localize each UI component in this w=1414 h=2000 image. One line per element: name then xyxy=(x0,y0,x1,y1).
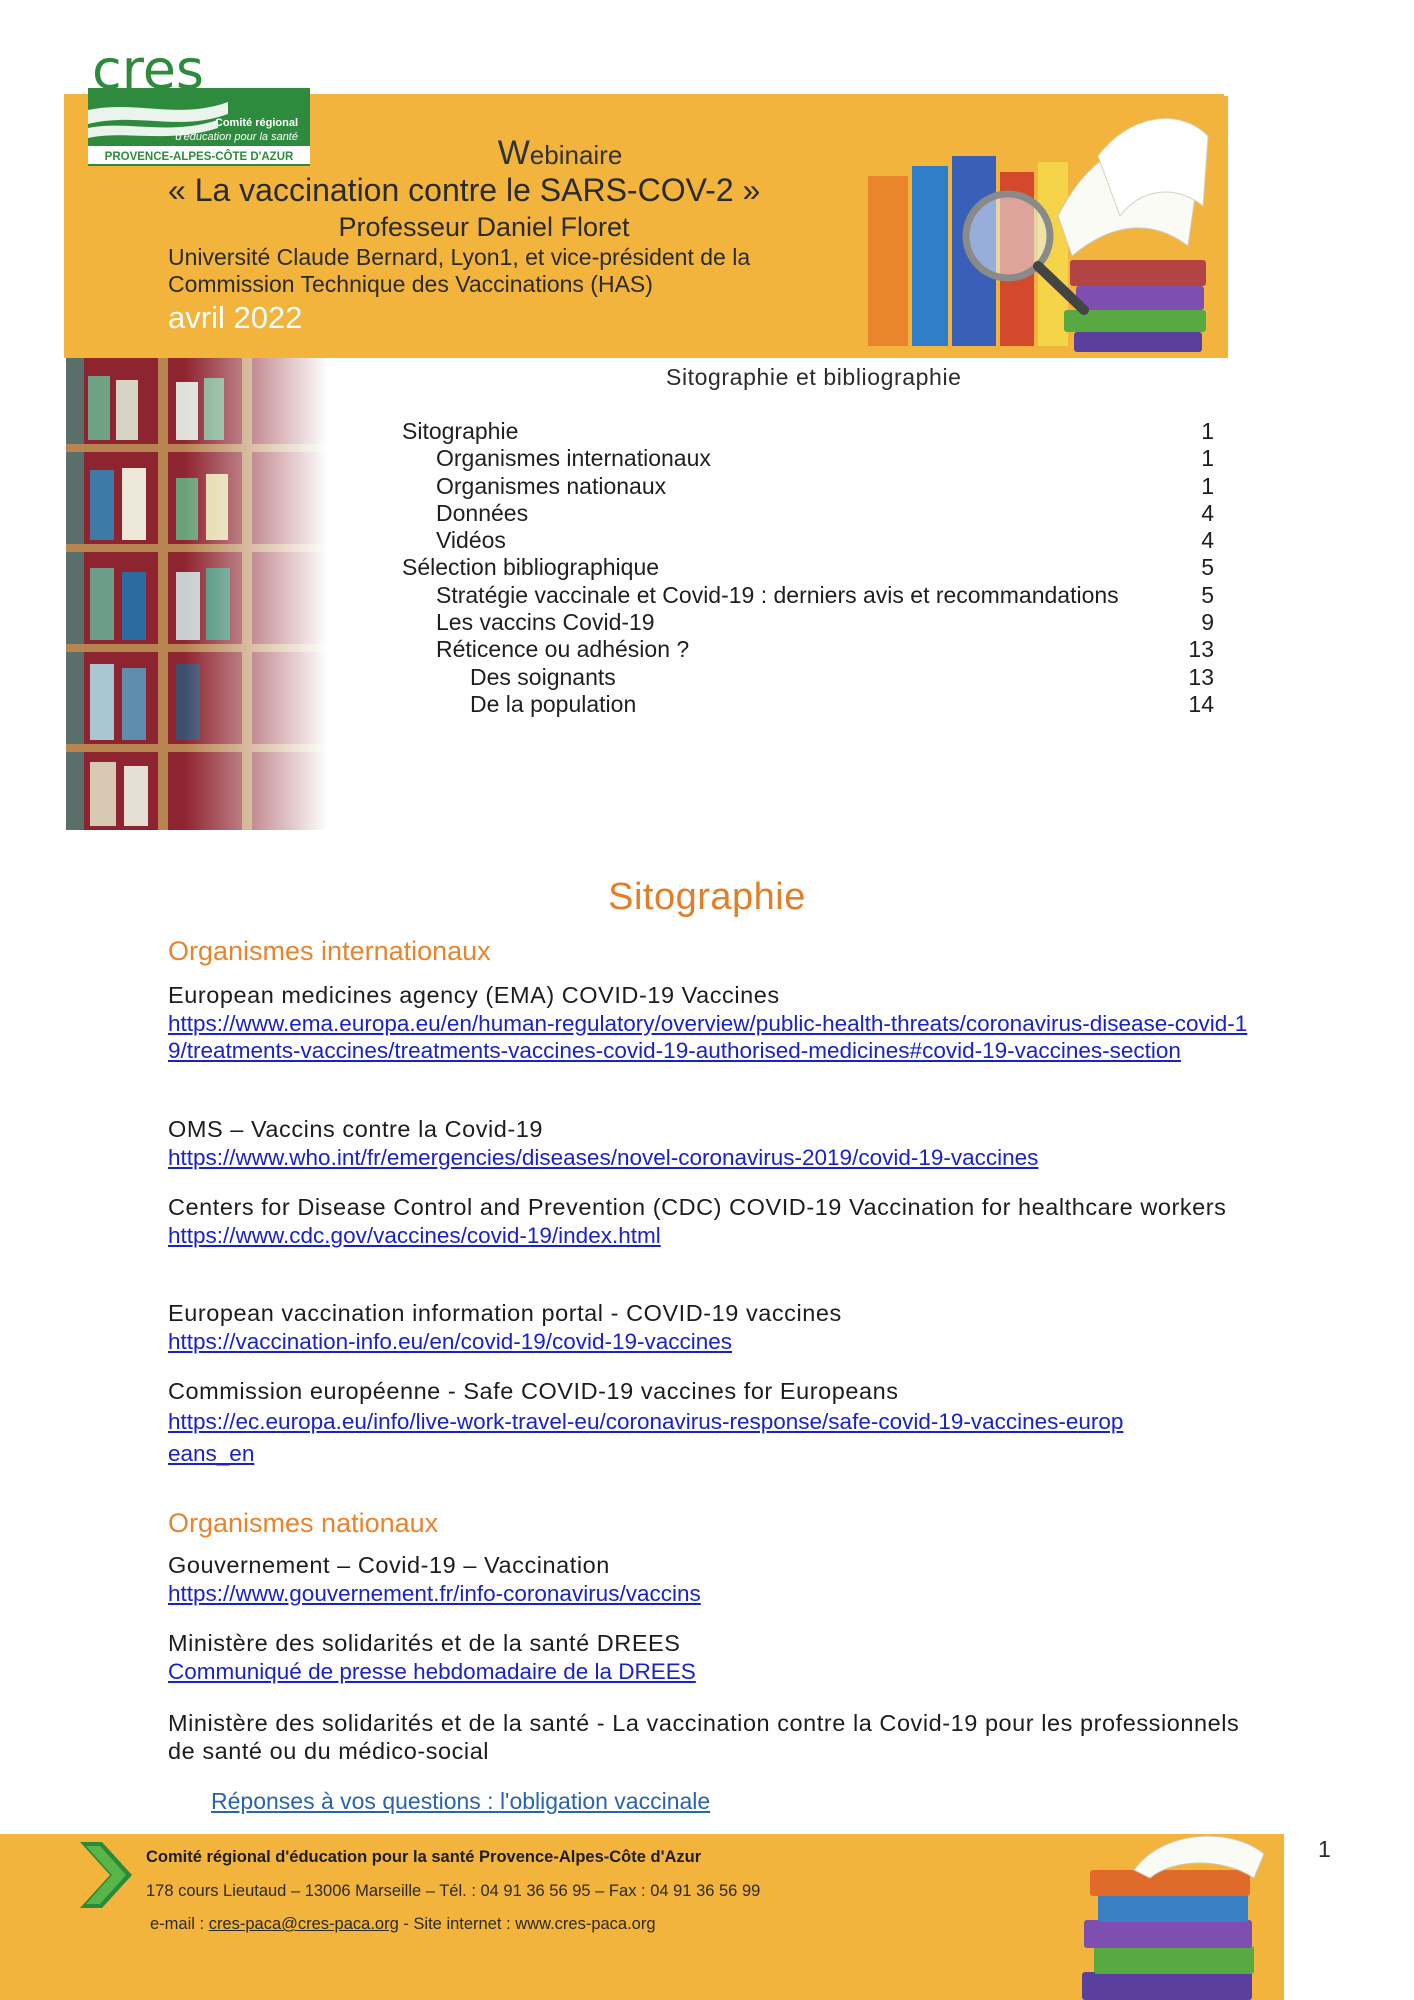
entry-title: OMS – Vaccins contre la Covid-19 xyxy=(168,1116,544,1142)
list-item xyxy=(168,1300,1248,1355)
books-magnifier-illustration xyxy=(858,96,1228,358)
list-item xyxy=(168,1710,1248,1765)
chevron-right-icon xyxy=(80,1842,132,1908)
entry-link[interactable]: https://ec.europa.eu/info/live-work-travel-eu/coronavirus-response/safe-covid-19-vaccines-europeans_en xyxy=(168,1408,1124,1466)
toc-item-strategie-vaccinale[interactable]: Stratégie vaccinale et Covid-19 : derniers avis et recommandations 5 xyxy=(436,581,1214,608)
footer-contact: e-mail : cres-paca@cres-paca.org - Site internet : www.cres-paca.org xyxy=(150,1915,656,1933)
entry-link[interactable]: https://www.cdc.gov/vaccines/covid-19/index.html xyxy=(168,1222,661,1248)
entry-title: Commission européenne - Safe COVID-19 vaccines for Europeans xyxy=(168,1378,899,1404)
event-kind: Webinaire xyxy=(497,134,623,172)
list-item xyxy=(168,1552,1248,1607)
logo-line1: Comité régional xyxy=(214,117,298,129)
entry-title: European vaccination information portal - COVID-19 vaccines xyxy=(168,1300,842,1326)
footer-organization: Comité régional d'éducation pour la santé Provence-Alpes-Côte d'Azur xyxy=(146,1848,702,1866)
entry-link[interactable]: https://www.gouvernement.fr/info-coronavirus/vaccins xyxy=(168,1580,701,1606)
list-item xyxy=(168,1630,1248,1685)
list-item xyxy=(168,1116,1248,1171)
entry-title: Ministère des solidarités et de la santé - La vaccination contre la Covid-19 pour les professionnels de santé ou du médico-social xyxy=(168,1710,1240,1764)
book-stack-illustration xyxy=(1064,1834,1284,2000)
footer-address: 178 cours Lieutaud – 13006 Marseille – Tél. : 04 91 36 56 95 – Fax : 04 91 36 56 99 xyxy=(146,1882,761,1900)
toc-item-les-vaccins[interactable]: Les vaccins Covid-19 9 xyxy=(436,609,1214,636)
toc-item-organismes-nationaux[interactable]: Organismes nationaux 1 xyxy=(436,472,1214,499)
bookshelf-photo xyxy=(66,358,328,830)
toc-item-des-soignants[interactable]: Des soignants 13 xyxy=(470,663,1214,690)
entry-link[interactable]: Communiqué de presse hebdomadaire de la DREES xyxy=(168,1658,696,1684)
logo-line2: d'éducation pour la santé xyxy=(175,131,298,143)
subsection-international: Organismes internationaux xyxy=(168,936,491,966)
entry-title: Gouvernement – Covid-19 – Vaccination xyxy=(168,1552,610,1578)
logo-line3: PROVENCE-ALPES-CÔTE D'AZUR xyxy=(104,151,294,163)
cres-logo xyxy=(88,40,310,166)
toc-heading: Sitographie et bibliographie xyxy=(666,364,962,390)
webinar-title: « La vaccination contre le SARS-COV-2 » xyxy=(168,172,761,208)
list-item xyxy=(168,982,1248,1065)
toc-item-sitographie[interactable]: Sitographie 1 xyxy=(402,418,1214,444)
speaker-affiliation: Université Claude Bernard, Lyon1, et vice-président de la Commission Technique des Vaccinations (HAS) xyxy=(168,244,751,297)
toc-item-organismes-internationaux[interactable]: Organismes internationaux 1 xyxy=(436,445,1214,472)
toc-item-selection-bibliographique[interactable]: Sélection bibliographique 5 xyxy=(402,554,1214,581)
entry-link[interactable]: https://www.who.int/fr/emergencies/diseases/novel-coronavirus-2019/covid-19-vaccines xyxy=(168,1144,1039,1170)
webinar-date: avril 2022 xyxy=(168,300,303,335)
list-item xyxy=(168,1194,1248,1249)
toc-item-videos[interactable]: Vidéos 4 xyxy=(436,527,1214,554)
section-title: Sitographie xyxy=(608,876,806,918)
entry-link[interactable]: https://www.ema.europa.eu/en/human-regulatory/overview/public-health-threats/coronavirus-disease-covid-19/treatments-vaccines/treatments-vaccines-covid-19-authorised-medicines#covid-19-vaccines-section xyxy=(168,1010,1248,1063)
entry-title: Ministère des solidarités et de la santé DREES xyxy=(168,1630,681,1656)
entry-title: Centers for Disease Control and Prevention (CDC) COVID-19 Vaccination for healthcare workers xyxy=(168,1194,1227,1220)
footer-email-link[interactable]: cres-paca@cres-paca.org xyxy=(208,1915,399,1933)
table-of-contents xyxy=(402,418,1214,718)
logo-wordmark: cres xyxy=(92,40,205,101)
toc-item-reticence[interactable]: Réticence ou adhésion ? 13 xyxy=(436,636,1214,663)
entry-link[interactable]: https://vaccination-info.eu/en/covid-19/covid-19-vaccines xyxy=(168,1328,733,1354)
toc-item-de-la-population[interactable]: De la population 14 xyxy=(470,690,1214,717)
page-number: 1 xyxy=(1318,1836,1331,1862)
subsection-national: Organismes nationaux xyxy=(168,1508,439,1538)
responses-link[interactable]: Réponses à vos questions : l'obligation vaccinale xyxy=(211,1788,711,1814)
list-item xyxy=(168,1378,1248,1470)
speaker-name: Professeur Daniel Floret xyxy=(338,212,630,242)
entry-title: European medicines agency (EMA) COVID-19 Vaccines xyxy=(168,982,780,1008)
toc-item-donnees[interactable]: Données 4 xyxy=(436,499,1214,526)
